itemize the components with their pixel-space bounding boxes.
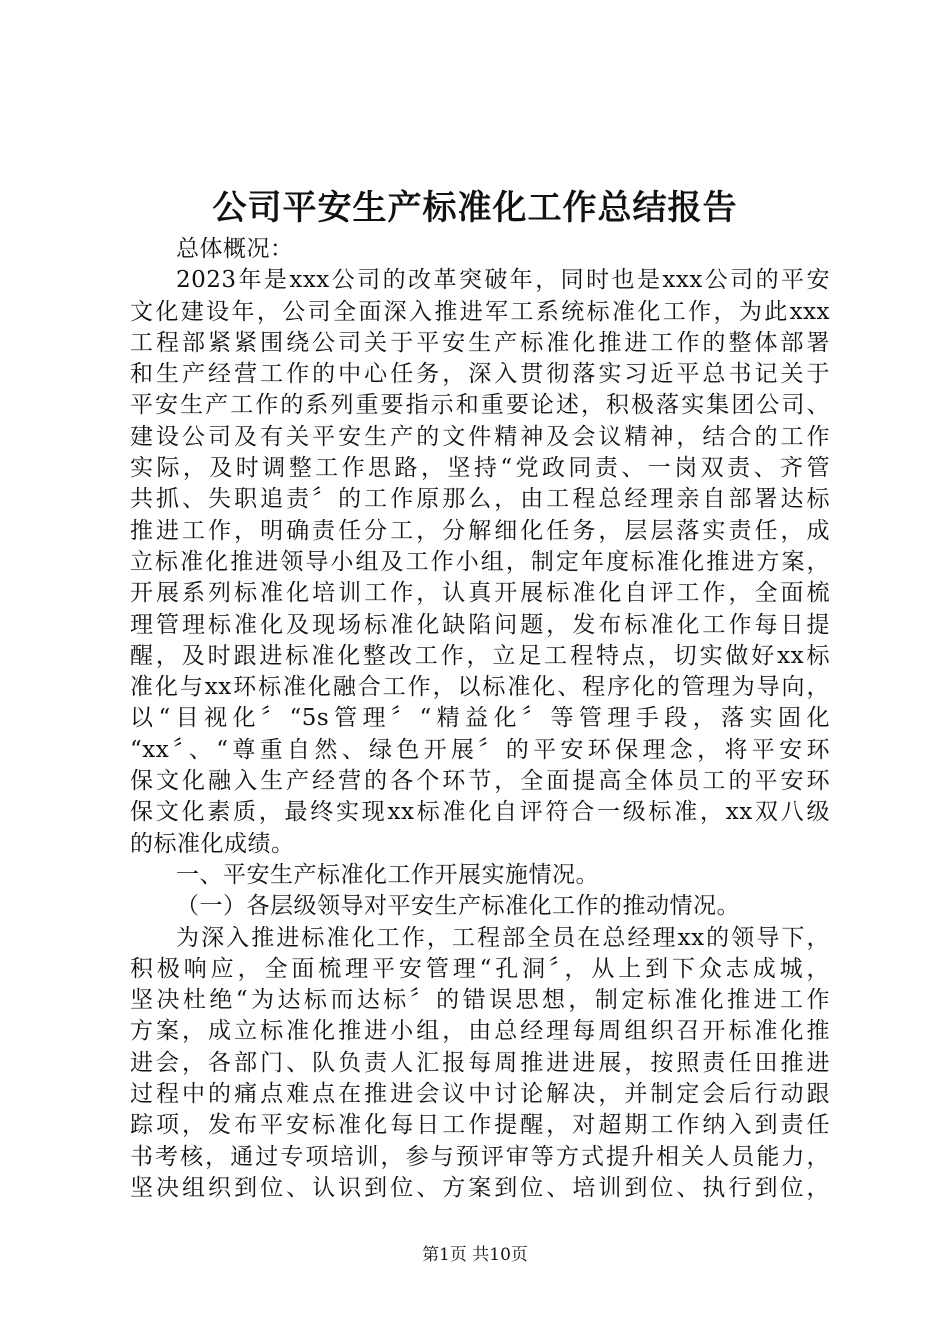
paragraph-line: 立标准化推进领导小组及工作小组，制定年度标准化推进方案， bbox=[130, 548, 830, 575]
document-title: 公司平安生产标准化工作总结报告 bbox=[212, 188, 738, 228]
paragraph-line: 推进工作，明确责任分工，分解细化任务，层层落实责任，成 bbox=[130, 517, 830, 544]
paragraph-line: 醒，及时跟进标准化整改工作，立足工程特点，切实做好xx标 bbox=[130, 642, 830, 669]
paragraph-line: 准化与xx环标准化融合工作，以标准化、程序化的管理为导向， bbox=[130, 674, 830, 701]
paragraph-line: 方案，成立标准化推进小组，由总经理每周组织召开标准化推 bbox=[130, 1018, 830, 1045]
paragraph-line: 理管理标准化及现场标准化缺陷问题，发布标准化工作每日提 bbox=[130, 611, 830, 638]
paragraph-line: 为深入推进标准化工作，工程部全员在总经理xx的领导下， bbox=[176, 924, 830, 951]
paragraph-line: 过程中的痛点难点在推进会议中讨论解决，并制定会后行动跟 bbox=[130, 1081, 830, 1108]
paragraph-line: 进会，各部门、队负责人汇报每周推进进展，按照责任田推进 bbox=[130, 1049, 830, 1076]
paragraph-line: 保文化素质，最终实现xx标准化自评符合一级标准，xx双八级 bbox=[130, 799, 830, 826]
paragraph-line: 共抓、失职追责〞的工作原那么，由工程总经理亲自部署达标 bbox=[130, 486, 830, 513]
paragraph-line: 书考核，通过专项培训，参与预评审等方式提升相关人员能力， bbox=[130, 1143, 830, 1170]
paragraph-line: 总体概况： bbox=[176, 236, 294, 262]
paragraph-line: 坚决组织到位、认识到位、方案到位、培训到位、执行到位， bbox=[130, 1174, 830, 1201]
paragraph-line: 积极响应，全面梳理平安管理“孔洞〞，从上到下众志成城， bbox=[130, 955, 830, 982]
paragraph-line: 平安生产工作的系列重要指示和重要论述，积极落实集团公司、 bbox=[130, 392, 830, 419]
paragraph-line: 坚决杜绝“为达标而达标〞的错误思想，制定标准化推进工作 bbox=[130, 987, 830, 1014]
paragraph-line: 以“目视化〞“5s管理〞“精益化〞等管理手段，落实固化 bbox=[130, 705, 830, 732]
paragraph-line: 工程部紧紧围绕公司关于平安生产标准化推进工作的整体部署 bbox=[130, 329, 830, 356]
paragraph-line: 和生产经营工作的中心任务，深入贯彻落实习近平总书记关于 bbox=[130, 361, 830, 388]
document-body bbox=[130, 234, 830, 1204]
paragraph-line: 建设公司及有关平安生产的文件精神及会议精神，结合的工作 bbox=[130, 423, 830, 450]
paragraph-line: 踪项，发布平安标准化每日工作提醒，对超期工作纳入到责任 bbox=[130, 1112, 830, 1139]
section-heading: 一、平安生产标准化工作开展实施情况。 bbox=[176, 861, 599, 888]
page-footer: 第1页 共10页 bbox=[422, 1245, 528, 1265]
paragraph-line: 文化建设年，公司全面深入推进军工系统标准化工作，为此xxx bbox=[130, 298, 830, 325]
paragraph-line: “xx〞、“尊重自然、绿色开展〞的平安环保理念，将平安环 bbox=[130, 736, 830, 763]
paragraph-line: 实际，及时调整工作思路，坚持“党政同责、一岗双责、齐管 bbox=[130, 455, 830, 482]
paragraph-line: 开展系列标准化培训工作，认真开展标准化自评工作，全面梳 bbox=[130, 580, 830, 607]
paragraph-line: 的标准化成绩。 bbox=[130, 830, 295, 857]
paragraph-line: 保文化融入生产经营的各个环节，全面提高全体员工的平安环 bbox=[130, 768, 830, 795]
subsection-heading: （一）各层级领导对平安生产标准化工作的推动情况。 bbox=[176, 893, 740, 920]
paragraph-line: 2023年是xxx公司的改革突破年，同时也是xxx公司的平安 bbox=[176, 267, 830, 294]
